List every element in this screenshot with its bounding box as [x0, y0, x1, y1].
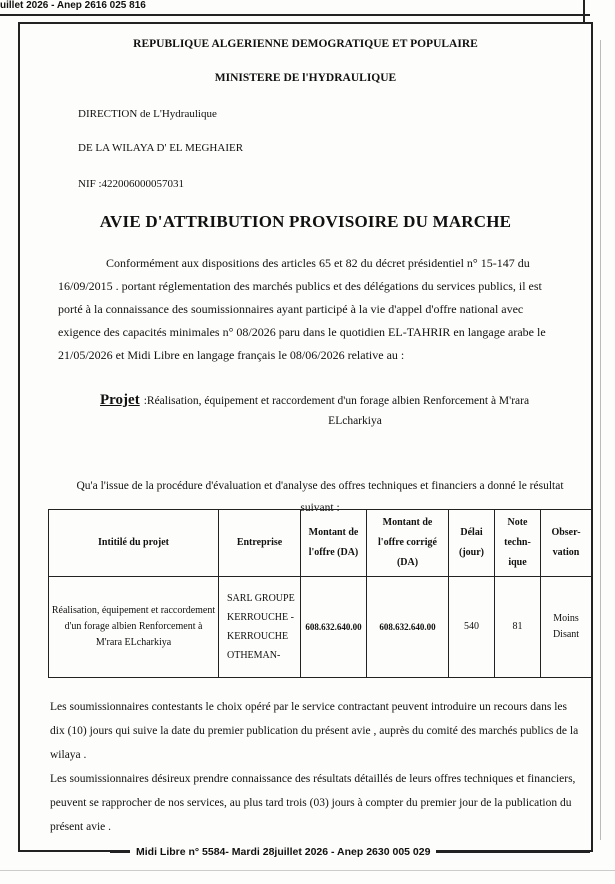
notice-frame [18, 22, 593, 852]
col-header-delay: Délai (jour) [449, 510, 495, 577]
col-header-amount-corrected: Montant de l'offre corrigé (DA) [367, 510, 449, 577]
page-edge-line [600, 40, 601, 840]
col-header-observation: Obser-vation [541, 510, 592, 577]
cell-company: SARL GROUPE KERROUCHE - KERROUCHE OTHEMAN- [219, 577, 301, 678]
attribution-table [48, 509, 592, 678]
republic-heading: REPUBLIQUE ALGERIENNE DEMOGRATIQUE ET POPULAIRE [133, 38, 478, 50]
appeal-paragraph: Les soumissionnaires contestants le choix opéré par le service contractant peuvent introduire un recours dans les dix (10) jours qui suive la date du premier publication du présent avie , auprès du comité des marchés publics de la wilaya . [50, 701, 579, 761]
top-publication-strip [0, 0, 590, 16]
nif-line: NIF :422006000057031 [78, 178, 185, 190]
col-header-amount: Montant de l'offre (DA) [301, 510, 367, 577]
cell-tech-note: 81 [495, 577, 541, 678]
bottom-publication-text: Midi Libre n° 5584- Mardi 28juillet 2026 - Anep 2630 005 029 [130, 846, 436, 858]
top-strip-text: uillet 2026 - Anep 2616 025 816 [0, 0, 146, 11]
notice-title: AVIE D'ATTRIBUTION PROVISOIRE DU MARCHE [99, 212, 512, 231]
project-text: :Réalisation, équipement et raccordement d'un forage albien Renforcement à M'rara [143, 395, 530, 407]
project-line [100, 390, 570, 431]
table-header-row [49, 510, 592, 577]
cell-delay: 540 [449, 577, 495, 678]
ministry-heading: MINISTERE DE l'HYDRAULIQUE [214, 72, 397, 84]
cell-observation: Moins Disant [541, 577, 592, 678]
table-row [49, 577, 592, 678]
col-header-company: Entreprise [219, 510, 301, 577]
cell-project: Réalisation, équipement et raccordement d'un forage albien Renforcement à M'rara ELcharkiya [49, 577, 219, 678]
corner-rule [583, 0, 585, 22]
project-text-cont: ELcharkiya [328, 415, 382, 427]
result-intro: Qu'a l'issue de la procédure d'évaluation et d'analyse des offres techniques et financiers a donné le résultat suivant : [76, 480, 564, 514]
wilaya-line: DE LA WILAYA D' EL MEGHAIER [78, 142, 244, 154]
intro-paragraph [58, 252, 558, 367]
intro-text: Conformément aux dispositions des articles 65 et 82 du décret présidentiel n° 15-147 du 16/09/2015 . portant réglementation des marchés publics et des délégations du services publics, il est porté à la connaissance des soumissionnaires ayant participé à la vie d'appel d'offre national avec exigence des capacités minimales n° 08/2026 paru dans le quotidien EL-TAHRIR en langage arabe le 21/05/2026 et Midi Libre en langage français le 08/06/2026 relative au : [58, 256, 546, 362]
info-paragraph: Les soumissionnaires désireux prendre connaissance des résultats détaillés de leurs offres techniques et financiers, peuvent se rapprocher de nos services, au plus tard trois (03) jours à compter du premier jour de la publication du présent avie . [50, 773, 576, 833]
project-label: Projet [100, 392, 140, 408]
col-header-project: Intitilé du projet [49, 510, 219, 577]
direction-line: DIRECTION de L'Hydraulique [78, 108, 217, 120]
col-header-tech-note: Note techn-ique [495, 510, 541, 577]
cell-amount: 608.632.640.00 [301, 577, 367, 678]
scan-bottom-line [0, 870, 615, 871]
cell-amount-corrected: 608.632.640.00 [367, 577, 449, 678]
